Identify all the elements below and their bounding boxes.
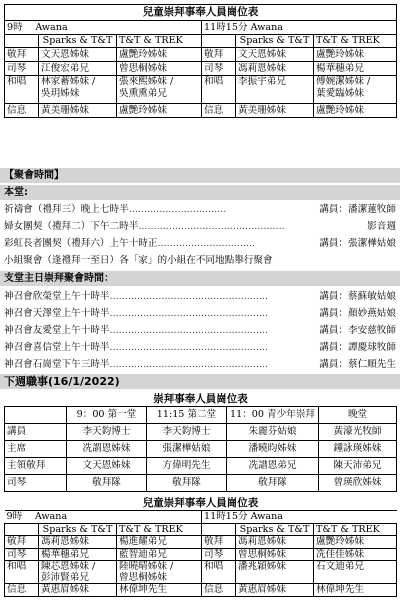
section-header-main-hall: 本堂: — [0, 185, 400, 200]
person-cell: 潘兆穎姊妹 — [236, 561, 314, 584]
speaker-text: 講員：顏妙燕姑娘 — [319, 308, 396, 319]
header-cell — [5, 35, 39, 48]
person-cell: 張來熙姊妹 / 吳熏熏弟兄 — [117, 76, 202, 104]
role-cell: 和唱 — [202, 561, 236, 584]
table-title: 兒童崇拜事奉人員崗位表 — [5, 5, 397, 21]
table-row — [5, 584, 397, 597]
session-time-left: 9時 Awana — [5, 21, 202, 35]
branch-text: 神召會石崗堂下午三時半 — [4, 359, 110, 370]
person-cell: 盧艷玲姊妹 — [314, 104, 397, 118]
meeting-item — [4, 253, 396, 268]
header-cell: Sparks & T&T — [236, 35, 314, 48]
branch-item: 神召會欣榮堂上午十時半.................................................... 講員：蔡蘇敏姑娘 — [4, 291, 396, 302]
speaker-text: 講員：譚慶球牧師 — [319, 342, 396, 353]
session-time-left: 9時 Awana — [5, 511, 202, 524]
branch-item: 神召會喜信堂上午十時半.................................................... 講員：譚慶球牧師 — [4, 342, 396, 353]
branch-text: 神召會友愛堂上午十時半 — [4, 325, 110, 336]
person-cell: 李振宇弟兄 — [236, 76, 314, 104]
person-cell: 曾思桐姊妹 — [236, 548, 314, 561]
table-row — [5, 561, 397, 584]
person-cell: 馮莉恩姊妹 — [236, 62, 314, 76]
role-cell: 和唱 — [202, 76, 236, 104]
person-cell: 陸曉晴姊妹 / 曾思桐姊妹 — [117, 561, 202, 584]
person-cell: 朱麗芬姑娘 — [227, 424, 319, 441]
header-cell — [202, 523, 236, 536]
branch-item: 神召會石崗堂下午三時半.................................................... 講員：蔡仁順先生 — [4, 359, 396, 370]
speaker-text: 講員：蔡蘇敏姑娘 — [319, 291, 396, 302]
children-worship-table-1 — [4, 4, 397, 118]
speaker-text: 講員：潘潔蓮牧師 — [319, 204, 396, 215]
header-cell: T&T & TREK — [314, 35, 397, 48]
table-row — [5, 424, 397, 441]
table-row — [5, 536, 397, 549]
person-cell: 黃惠眉姊妹 — [236, 584, 314, 597]
person-cell: 敬拜隊 — [67, 475, 147, 492]
person-cell: 敬拜隊 — [227, 475, 319, 492]
role-cell: 信息 — [202, 584, 236, 597]
meeting-text: 小組聚會（逢禮拜一至日）各「家」的小組在不同地點舉行聚會 — [4, 255, 273, 266]
person-cell: 盧艷玲姊妹 — [314, 48, 397, 62]
person-cell: 林偉坤先生 — [117, 584, 202, 597]
person-cell: 黃惠眉姊妹 — [39, 584, 117, 597]
person-cell: 陳天沛弟兄 — [319, 458, 397, 475]
person-cell: 敬拜隊 — [147, 475, 227, 492]
person-cell: 曾思桐姊妹 — [117, 62, 202, 76]
speaker-text: 講員：張潔樺姑娘 — [319, 238, 396, 249]
role-cell: 信息 — [5, 584, 39, 597]
person-cell: 方偉明先生 — [147, 458, 227, 475]
role-cell: 主領敬拜 — [5, 458, 67, 475]
person-cell: 陳芯恩姊妹 / 彭沛賢弟兄 — [39, 561, 117, 584]
table-row — [5, 62, 397, 76]
person-cell: 石文迪弟兄 — [314, 561, 397, 584]
role-cell: 敬拜 — [202, 48, 236, 62]
section-header-next-week: 下週職事(16/1/2022) — [0, 374, 400, 389]
role-cell: 司琴 — [202, 548, 236, 561]
table-row — [5, 104, 397, 118]
person-cell: 盧艷玲姊妹 — [117, 104, 202, 118]
role-cell: 和唱 — [5, 561, 39, 584]
table-title: 崇拜事奉人員崗位表 — [153, 392, 248, 405]
worship-service-table — [4, 392, 397, 492]
role-cell: 主席 — [5, 441, 67, 458]
header-cell: Sparks & T&T — [39, 523, 117, 536]
role-cell: 信息 — [5, 104, 39, 118]
person-cell: 黃美珊姊妹 — [236, 104, 314, 118]
person-cell: 冼譜恩弟兄 — [227, 458, 319, 475]
meeting-text: 彩虹長者團契（禮拜六）上午十時正 — [4, 238, 158, 249]
header-cell: 11：00 青少年崇拜 — [227, 407, 319, 424]
session-time-right: 11時15分 Awana — [202, 511, 397, 524]
header-cell — [5, 407, 67, 424]
branch-text: 神召會喜信堂上午十時半 — [4, 342, 110, 353]
person-cell: 黃濠光牧師 — [319, 424, 397, 441]
role-cell: 信息 — [202, 104, 236, 118]
person-cell: 潘曉昀姊妹 — [227, 441, 319, 458]
role-cell: 講員 — [5, 424, 67, 441]
person-cell: 楊進耀弟兄 — [117, 536, 202, 549]
person-cell: 文天恩姊妹 — [236, 48, 314, 62]
table-row — [5, 548, 397, 561]
role-cell: 敬拜 — [5, 536, 39, 549]
person-cell: 張潔樺姑娘 — [147, 441, 227, 458]
person-cell: 李天鈞博士 — [147, 424, 227, 441]
section-header-branch: 支堂主日崇拜聚會時間： — [0, 271, 400, 286]
person-cell: 盧艷玲姊妹 — [314, 536, 397, 549]
role-cell: 司琴 — [202, 62, 236, 76]
meeting-item: 婦女團契（禮拜二）下午二時半................................................ 影音週 — [4, 221, 396, 232]
speaker-text: 講員：李安慈牧師 — [319, 325, 396, 336]
person-cell: 藍智迪弟兄 — [117, 548, 202, 561]
role-cell: 敬拜 — [202, 536, 236, 549]
table-title: 兒童崇拜事奉人員崗位表 — [142, 497, 259, 510]
person-cell: 傅婉潔姊妹 / 葉愛臨姊妹 — [314, 76, 397, 104]
speaker-text: 影音週 — [367, 221, 396, 232]
person-cell: 楊華穗弟兄 — [314, 62, 397, 76]
person-cell: 曾瑛欣姊妹 — [319, 475, 397, 492]
meeting-text: 祈禱會（禮拜三）晚上七時半 — [4, 204, 129, 215]
header-cell: 9：00 第一堂 — [67, 407, 147, 424]
table-row — [5, 441, 397, 458]
person-cell: 林偉坤先生 — [314, 584, 397, 597]
table-row — [5, 48, 397, 62]
header-cell: T&T & TREK — [117, 523, 202, 536]
person-cell: 黃美珊姊妹 — [39, 104, 117, 118]
role-cell: 和唱 — [5, 76, 39, 104]
branch-item: 神召會友愛堂上午十時半.................................................... 講員：李安慈牧師 — [4, 325, 396, 336]
header-cell: T&T & TREK — [117, 35, 202, 48]
role-cell: 司琴 — [5, 548, 39, 561]
meeting-item: 祈禱會（禮拜三）晚上七時半................................ 講員：潘潔蓮牧師 — [4, 204, 396, 215]
table-row — [5, 458, 397, 475]
table-row — [5, 475, 397, 492]
person-cell: 李天鈞博士 — [67, 424, 147, 441]
person-cell: 盧艷玲姊妹 — [117, 48, 202, 62]
session-time-right: 11時15分 Awana — [202, 21, 397, 35]
section-header-meetings: 【聚會時間】 — [0, 168, 400, 183]
header-cell — [5, 523, 39, 536]
speaker-text: 講員：蔡仁順先生 — [319, 359, 396, 370]
header-cell: Sparks & T&T — [236, 523, 314, 536]
children-worship-table-2 — [4, 497, 397, 597]
person-cell: 鍾詠瑛姊妹 — [319, 441, 397, 458]
person-cell: 江俊宏弟兄 — [39, 62, 117, 76]
person-cell: 馮莉恩姊妹 — [236, 536, 314, 549]
header-cell: 11:15 第二堂 — [147, 407, 227, 424]
person-cell: 文天恩姊妹 — [67, 458, 147, 475]
role-cell: 敬拜 — [5, 48, 39, 62]
header-cell: T&T & TREK — [314, 523, 397, 536]
header-cell: Sparks & T&T — [39, 35, 117, 48]
person-cell: 楊華穗弟兄 — [39, 548, 117, 561]
header-cell: 晚堂 — [319, 407, 397, 424]
person-cell: 馮莉恩姊妹 — [39, 536, 117, 549]
header-cell — [202, 35, 236, 48]
role-cell: 司琴 — [5, 475, 67, 492]
person-cell: 文天恩姊妹 — [39, 48, 117, 62]
person-cell: 林家蓄姊妹 / 吳玥姊妹 — [39, 76, 117, 104]
branch-item: 神召會天澤堂上午十時半.................................................... 講員：顏妙燕姑娘 — [4, 308, 396, 319]
meeting-item: 彩虹長者團契（禮拜六）上午十時正................................ 講員：張潔樺姑娘 — [4, 238, 396, 249]
table-row — [5, 76, 397, 104]
branch-text: 神召會天澤堂上午十時半 — [4, 308, 110, 319]
role-cell: 司琴 — [5, 62, 39, 76]
meeting-text: 婦女團契（禮拜二）下午二時半 — [4, 221, 139, 232]
person-cell: 冼謂恩姊妹 — [67, 441, 147, 458]
branch-text: 神召會欣榮堂上午十時半 — [4, 291, 110, 302]
person-cell: 冼佳佳姊妹 — [314, 548, 397, 561]
